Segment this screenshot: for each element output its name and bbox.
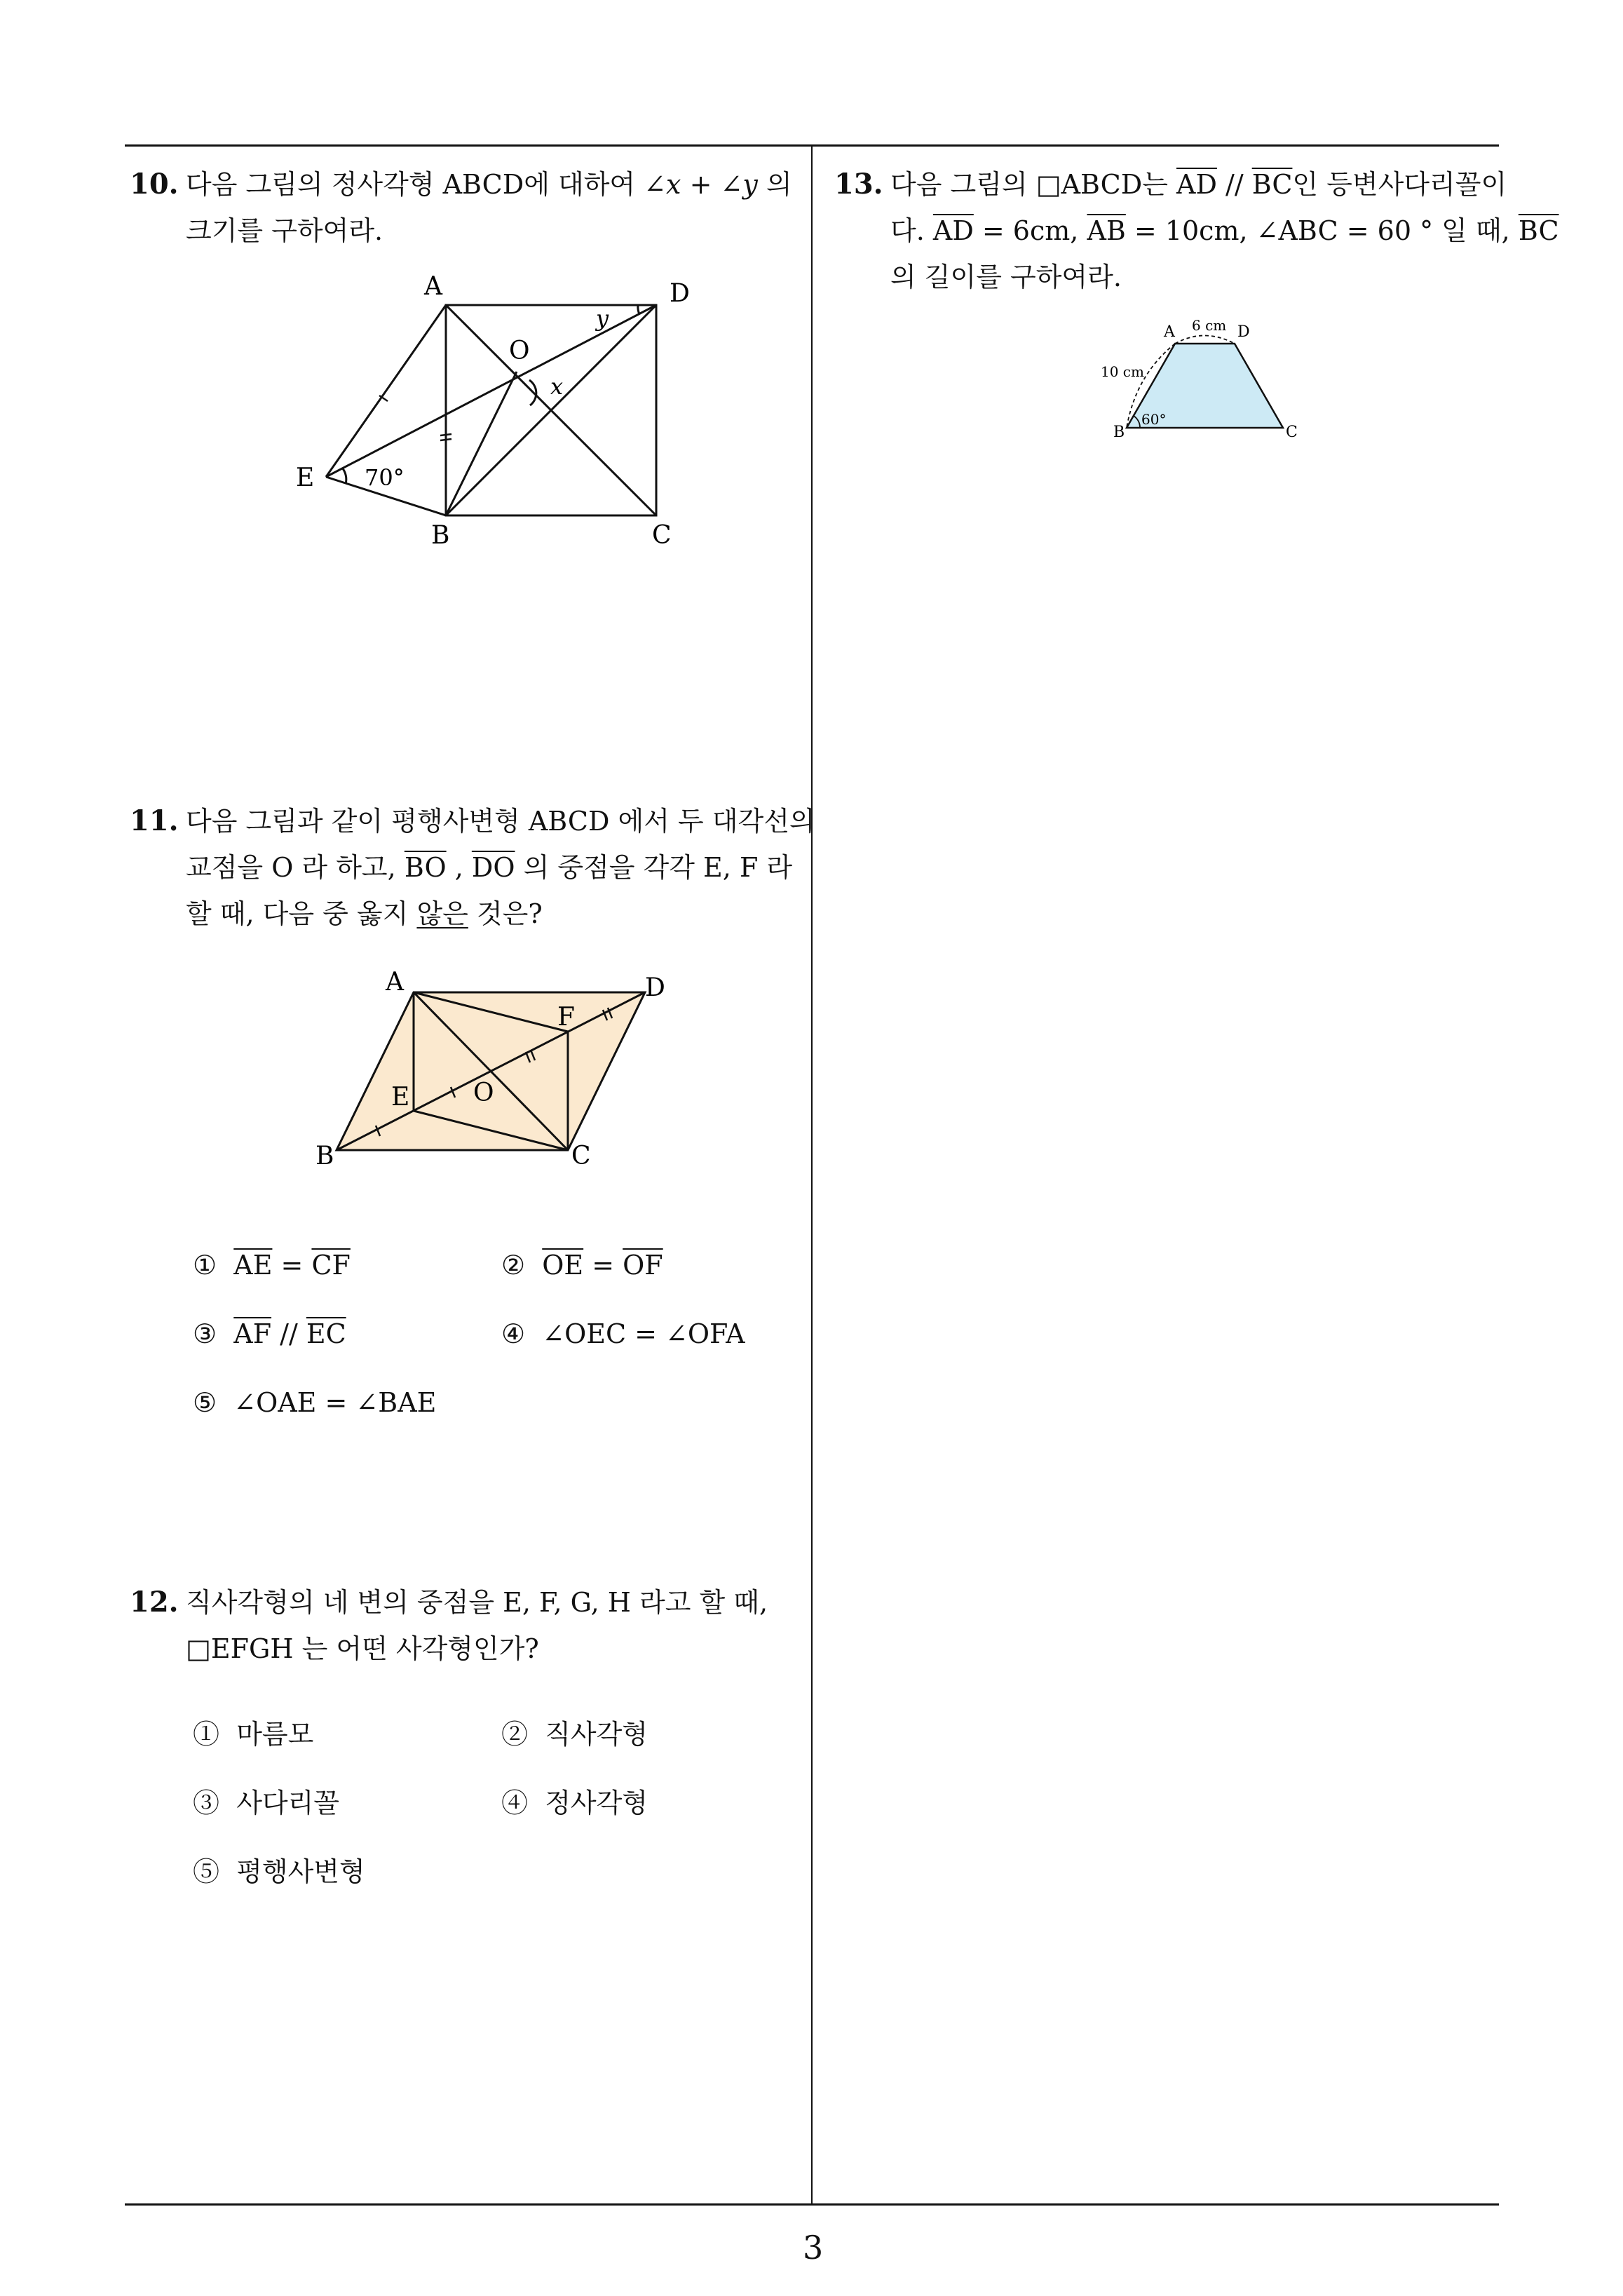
question-text-line: 다음 그림과 같이 평행사변형 ABCD 에서 두 대각선의 — [186, 806, 815, 837]
choice-5[interactable]: ⑤ 평행사변형 — [193, 1856, 365, 1887]
question-text-line: 의 길이를 구하여라. — [890, 262, 1122, 292]
label-O: O — [509, 337, 530, 365]
label-C: C — [652, 521, 672, 550]
bottom-rule — [125, 2203, 1499, 2206]
label-F: F — [557, 1003, 575, 1032]
question-text-line: 할 때, 다음 중 옳지 않은 것은? — [186, 898, 543, 929]
question-number: 12. — [130, 1586, 179, 1619]
choice-1[interactable]: ① $\overline{AE} = \overline{CF}$ — [193, 1250, 351, 1281]
label-B: B — [431, 521, 450, 550]
choice-2[interactable]: ② $\overline{OE} = \overline{OF}$ — [501, 1250, 663, 1281]
label-B: B — [315, 1142, 334, 1170]
question-text-line: 직사각형의 네 변의 중점을 E, F, G, H 라고 할 때, — [186, 1587, 768, 1618]
q10-square-figure — [280, 274, 715, 561]
side-length-label: 10 cm — [1101, 363, 1144, 380]
q11-parallelogram-figure — [308, 961, 687, 1171]
label-C: C — [1286, 424, 1298, 441]
question-text-line: 크기를 구하여라. — [186, 215, 383, 246]
question-number: 10. — [130, 168, 179, 201]
choice-4[interactable]: ④ 정사각형 — [501, 1788, 648, 1818]
column-divider — [811, 144, 813, 2205]
label-B: B — [1113, 424, 1125, 441]
label-D: D — [645, 973, 665, 1002]
q13-trapezoid-figure — [1094, 312, 1318, 445]
question-text-line: □EFGH 는 어떤 사각형인가? — [186, 1633, 539, 1664]
choice-2[interactable]: ② 직사각형 — [501, 1719, 648, 1750]
label-A: A — [386, 968, 404, 997]
question-text-line: 다. $\overline{AD} = 6cm$, $\overline{AB} = 10cm$, ∠ABC = 60 ° 일 때, $\overline{BC}$ — [890, 215, 1559, 246]
question-13 — [834, 161, 1559, 316]
question-text-line: 다음 그림의 □ABCD는 $\overline{AD} // \overline{BC}$인 등변사다리꼴이 — [890, 169, 1507, 200]
question-text-line: 다음 그림의 정사각형 ABCD에 대하여 ∠x + ∠y 의 — [186, 169, 792, 200]
question-11 — [130, 798, 815, 952]
top-length-label: 6 cm — [1192, 317, 1227, 334]
label-A: A — [1164, 323, 1175, 341]
label-x: x — [550, 373, 564, 400]
label-D: D — [670, 279, 690, 308]
angle-label: 60° — [1141, 411, 1167, 428]
label-E: E — [296, 464, 315, 492]
question-number: 13. — [834, 168, 883, 201]
choice-4[interactable]: ④ ∠OEC = ∠OFA — [501, 1318, 745, 1349]
question-12 — [130, 1579, 803, 1684]
question-text-line: 교점을 O 라 하고, $\overline{BO}$ , $\overline{DO}$ 의 중점을 각각 E, F 라 — [186, 852, 793, 883]
label-O: O — [473, 1079, 494, 1107]
question-number: 11. — [130, 804, 179, 837]
page-number: 3 — [803, 2229, 824, 2267]
choice-5[interactable]: ⑤ ∠OAE = ∠BAE — [193, 1387, 437, 1418]
choice-3[interactable]: ③ $\overline{AF} // \overline{EC}$ — [193, 1318, 346, 1349]
choice-1[interactable]: ① 마름모 — [193, 1719, 314, 1750]
label-A: A — [424, 274, 442, 301]
label-C: C — [571, 1142, 591, 1170]
label-D: D — [1237, 323, 1250, 341]
label-E: E — [391, 1083, 410, 1112]
choice-3[interactable]: ③ 사다리꼴 — [193, 1788, 340, 1818]
label-y: y — [596, 305, 609, 332]
angle-label: 70° — [365, 464, 405, 491]
